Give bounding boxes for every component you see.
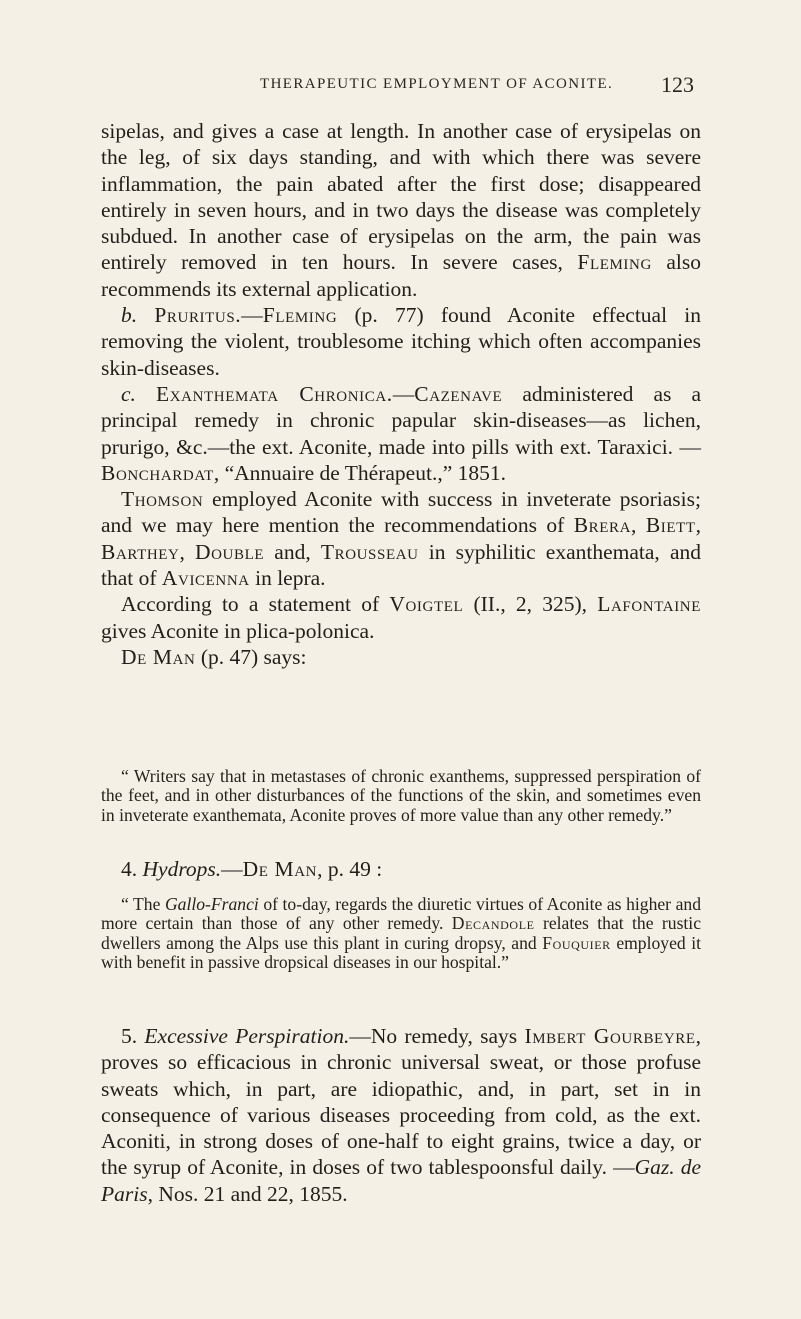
section-heading: Pruritus. bbox=[154, 303, 242, 328]
author-name: De Man bbox=[121, 644, 196, 669]
paragraph-text: administered as a principal remedy in chronic papular skin-diseases—as lichen, prurigo, &c.—the ext. Aconite, made into pills with ext. Taraxici. — bbox=[101, 381, 701, 459]
paragraph-text: (p. 47) says: bbox=[195, 644, 307, 669]
paragraph-plica bbox=[101, 591, 701, 644]
author-name: Lafontaine bbox=[597, 592, 702, 617]
author-name: Fouquier bbox=[542, 932, 611, 953]
author-name: Barthey bbox=[101, 539, 180, 564]
author-name: Brera bbox=[573, 513, 632, 538]
running-title: THERAPEUTIC EMPLOYMENT OF ACONITE. bbox=[260, 76, 614, 92]
section-heading: Excessive Perspiration. bbox=[144, 1024, 350, 1048]
author-name: Biett bbox=[645, 513, 696, 538]
separator: , bbox=[631, 513, 646, 538]
section-heading: Hydrops. bbox=[142, 857, 222, 881]
main-text-perspiration bbox=[101, 1023, 701, 1207]
paragraph-text: According to a statement of bbox=[121, 592, 390, 617]
separator: , bbox=[695, 513, 702, 538]
paragraph-hydrops bbox=[101, 856, 701, 882]
section-heading: Exanthemata Chronica. bbox=[155, 381, 393, 406]
author-name: Fleming bbox=[262, 303, 338, 328]
paragraph-text: employed Aconite with success in inveterate psoriasis; and we may here mention the recommendations of bbox=[101, 487, 701, 538]
section-label: c. bbox=[121, 381, 136, 406]
separator: , bbox=[179, 539, 195, 564]
author-name: Avicenna bbox=[161, 566, 250, 591]
author-name: Trousseau bbox=[320, 539, 419, 564]
author-name: De Man bbox=[242, 857, 318, 881]
paragraph-text: , proves so efficacious in chronic universal sweat, or those profuse sweats which, in part, are idiopathic, and, in part, set in in consequence of various diseases proceeding from cold, as the ext. Aconiti, in strong doses of one-half to eight grains, twice a day, or the syrup of Aconite, in doses of two tablespoonsful daily. — bbox=[101, 1024, 701, 1180]
paragraph-text: , Nos. 21 and 22, 1855. bbox=[147, 1181, 348, 1206]
paragraph-text: No remedy, says bbox=[370, 1024, 525, 1048]
section-label: 5. bbox=[121, 1024, 138, 1048]
section-label: 4. bbox=[121, 857, 138, 881]
separator: and, bbox=[264, 539, 321, 564]
quote-text: “ Writers say that in metastases of chronic exanthems, suppressed perspiration of the feet, and in other disturbances of the functions of the skin, and sometimes even in inveterate exanthemata, Aconite proves of more value than any other remedy.” bbox=[101, 766, 701, 825]
paragraph-erysipelas bbox=[101, 118, 701, 302]
paragraph-de-man-says bbox=[101, 644, 701, 670]
block-quote-exanthems bbox=[101, 767, 701, 825]
author-name: Bonchardat bbox=[101, 460, 214, 485]
source-title: Gaz. de Paris bbox=[101, 1155, 701, 1206]
paragraph-text: , p. 49 : bbox=[317, 857, 383, 881]
author-name: Double bbox=[195, 539, 265, 564]
paragraph-text: in syphilitic exanthemata, and that of bbox=[101, 539, 701, 591]
author-name: Decandole bbox=[451, 913, 535, 934]
paragraph-text: (p. 77) found Aconite effectual in removing the violent, troublesome itching which often accompanies skin-diseases. bbox=[101, 303, 702, 380]
dash: — bbox=[241, 303, 263, 328]
quote-text: of to-day, regards the diuretic virtues of Aconite as higher and more certain than those of any other remedy. bbox=[101, 894, 701, 934]
author-name: Fleming bbox=[577, 250, 652, 275]
dash: — bbox=[392, 381, 415, 406]
quote-text: relates that the rustic dwellers among the Alps use this plant in curing dropsy, and bbox=[101, 913, 702, 953]
block-quote-gallo-franci bbox=[101, 895, 701, 973]
paragraph-text: in lepra. bbox=[249, 566, 326, 591]
paragraph-psoriasis bbox=[101, 486, 701, 591]
author-name: Voigtel bbox=[389, 592, 464, 617]
paragraph-perspiration bbox=[101, 1023, 701, 1207]
quote-text: “ The bbox=[121, 894, 165, 914]
paragraph-text: , “Annuaire de Thérapeut.,” 1851. bbox=[213, 460, 506, 485]
author-name: Cazenave bbox=[414, 381, 503, 406]
dash: — bbox=[221, 857, 243, 881]
paragraph-pruritus bbox=[101, 302, 701, 381]
section-label: b. bbox=[121, 303, 138, 328]
quote-paragraph bbox=[101, 895, 701, 973]
paragraph-text: gives Aconite in plica-polonica. bbox=[101, 618, 375, 643]
main-text-hydrops bbox=[101, 856, 701, 882]
quote-text: employed it with benefit in passive dropsical diseases in our hospital.” bbox=[101, 932, 701, 973]
paragraph-exanthemata bbox=[101, 381, 701, 486]
page-number: 123 bbox=[661, 72, 694, 97]
paragraph-text: also recommends its external application. bbox=[101, 250, 702, 301]
dash: — bbox=[349, 1024, 371, 1048]
main-text-upper bbox=[101, 118, 701, 670]
paragraph-text: sipelas, and gives a case at length. In another case of erysipelas on the leg, of six days standing, and with which there was severe inflammation, the pain abated after the first dose; disappeared entirely in seven hours, and in two days the disease was completely subdued. In another case of erysipelas on the arm, the pain was entirely removed in ten hours. In severe cases, bbox=[101, 119, 701, 275]
author-name: Imbert Gourbeyre bbox=[524, 1024, 696, 1048]
paragraph-text: (II., 2, 325), bbox=[463, 592, 598, 617]
quote-italic: Gallo-Franci bbox=[164, 894, 259, 914]
author-name: Thomson bbox=[121, 487, 204, 512]
